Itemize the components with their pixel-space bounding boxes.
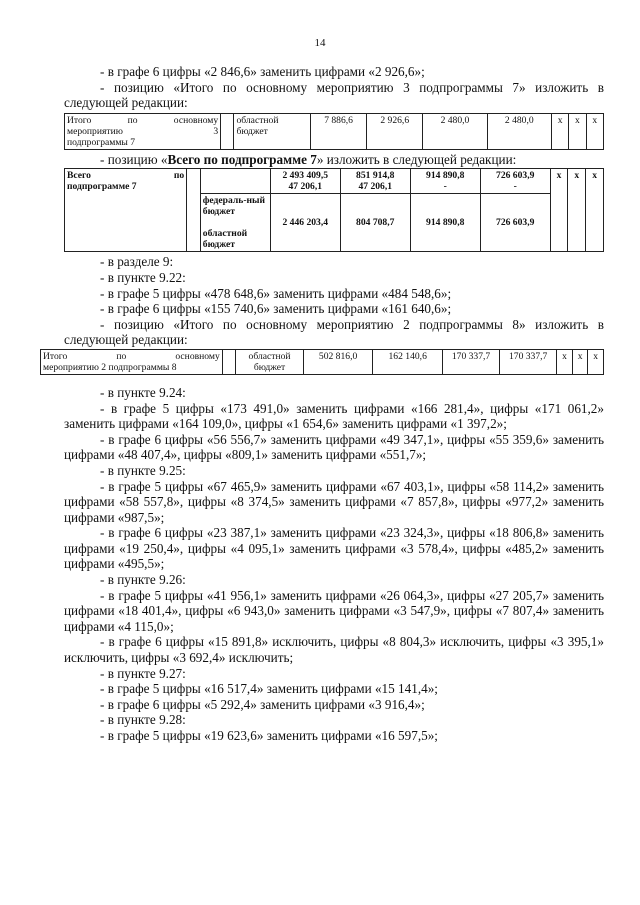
table-row <box>65 113 604 149</box>
table-cell-budget: областной бюджет <box>236 349 304 374</box>
table-row <box>65 169 604 194</box>
paragraph: - в графе 5 цифры «173 491,0» заменить цифрами «166 281,4», цифры «171 061,2» заменить цифрами «164 109,0», цифры «1 654,6» заменить цифрами «1 397,2»; <box>64 400 604 432</box>
table-cell-value: 2 926,6 <box>367 113 423 149</box>
name-line: подпрограммы 7 <box>67 136 136 148</box>
document-body <box>43 64 604 744</box>
table-cell-x: x <box>586 113 603 149</box>
table-cell-value: 914 890,8 <box>410 194 480 252</box>
table-cell-x: x <box>550 169 568 252</box>
paragraph: - в графе 5 цифры «19 623,6» заменить цифрами «16 597,5»; <box>100 728 438 743</box>
table-total-measure-3-subprogram-7 <box>64 113 604 150</box>
table-cell-x: x <box>586 169 604 252</box>
name-line: мероприятию 2 подпрограммы 8 <box>43 361 177 373</box>
paragraph: - в пункте 9.24: <box>100 384 186 400</box>
table-cell-x: x <box>551 113 568 149</box>
table-cell-value <box>480 169 550 194</box>
name-line: мероприятию 3 <box>67 125 219 137</box>
paragraph: - в графе 6 цифры «2 846,6» заменить цифрами «2 926,6»; <box>100 64 425 79</box>
name-line: подпрограмме 7 <box>67 181 137 193</box>
table-cell-budget <box>200 194 270 252</box>
paragraph: - в пункте 9.26: <box>100 572 186 588</box>
table-cell-value: 2 480,0 <box>487 113 551 149</box>
paragraph: - в графе 6 цифры «56 556,7» заменить цифрами «49 347,1», цифры «55 359,6» заменить цифрами «48 407,4», цифры «809,1» заменить цифрами «551,7»; <box>64 431 604 463</box>
table-total-subprogram-7 <box>64 168 604 252</box>
table-cell-x: x <box>572 349 588 374</box>
paragraph: - в пункте 9.28: <box>100 712 186 728</box>
page-number: 14 <box>314 37 326 49</box>
table-cell-value: 162 140,6 <box>373 349 443 374</box>
table-cell-value: 502 816,0 <box>303 349 373 374</box>
table-cell-value: 2 446 203,4 <box>270 194 340 252</box>
table-cell-value: 726 603,9 <box>480 194 550 252</box>
table-cell-name <box>41 349 223 374</box>
table-cell-x: x <box>588 349 604 374</box>
paragraph <box>64 152 604 168</box>
paragraph: - в пункте 9.27: <box>100 665 186 681</box>
value-federal: 47 206,1 <box>358 181 393 193</box>
value-total: 851 914,8 <box>356 170 395 182</box>
paragraph: - в графе 6 цифры «15 891,8» исключить, цифры «8 804,3» исключить, цифры «3 395,1» исключить, цифры «3 692,4» исключить; <box>64 634 604 666</box>
value-total: 2 493 409,5 <box>282 170 329 182</box>
table-cell-x: x <box>568 169 586 252</box>
table-cell-value <box>270 169 340 194</box>
table-cell-name <box>65 113 221 149</box>
paragraph: - в разделе 9: <box>100 254 174 270</box>
text: - позицию « <box>100 151 168 167</box>
value-total: 726 603,9 <box>496 170 535 182</box>
paragraph: - в графе 5 цифры «41 956,1» заменить цифрами «26 064,3», цифры «27 205,7» заменить цифрами «18 401,4», цифры «6 943,0» заменить цифрами «3 547,9», цифры «7 807,4» заменить цифрами «4 115,0»; <box>64 587 604 634</box>
table-cell <box>187 169 201 252</box>
table-cell-value: 7 886,6 <box>311 113 367 149</box>
name-line: Итого по основному <box>43 350 220 362</box>
table-cell-name <box>65 169 187 252</box>
paragraph: - в графе 5 цифры «478 648,6» заменить цифрами «484 548,6»; <box>100 285 452 301</box>
budget-federal: федераль-ный бюджет <box>202 195 266 218</box>
paragraph: - в графе 5 цифры «67 465,9» заменить цифрами «67 403,1», цифры «58 114,2» заменить цифрами «58 557,8», цифры «8 374,5» заменить цифрами «7 857,8», цифры «977,2» заменить цифрами «987,5»; <box>64 478 604 525</box>
table-cell-budget <box>200 169 270 194</box>
value-total: 914 890,8 <box>426 170 465 182</box>
paragraph: - в графе 5 цифры «16 517,4» заменить цифрами «15 141,4»; <box>100 681 438 697</box>
text-bold: Всего по подпрограмме 7 <box>167 151 317 167</box>
table-cell-value: 2 480,0 <box>423 113 487 149</box>
table-cell <box>222 349 236 374</box>
table-cell-x: x <box>557 349 573 374</box>
table-cell-value <box>340 169 410 194</box>
budget-regional: областной бюджет <box>202 228 248 251</box>
table-cell-value: 170 337,7 <box>500 349 557 374</box>
value-federal: - <box>513 181 517 193</box>
name-line: Всего по <box>67 170 185 182</box>
name-line: Итого по основному <box>67 114 219 126</box>
paragraph: - позицию «Итого по основному мероприятию 2 подпрограммы 8» изложить в следующей редакции: <box>64 316 604 348</box>
table-total-measure-2-subprogram-8 <box>40 349 604 375</box>
table-cell-value <box>410 169 480 194</box>
paragraph: - в графе 6 цифры «5 292,4» заменить цифрами «3 916,4»; <box>100 696 425 712</box>
table-cell-budget: областной бюджет <box>234 113 311 149</box>
value-federal: 47 206,1 <box>288 181 323 193</box>
table-cell-value: 804 708,7 <box>340 194 410 252</box>
table-cell-x: x <box>569 113 586 149</box>
paragraph: - позицию «Итого по основному мероприятию 3 подпрограммы 7» изложить в следующей редакции: <box>64 79 604 111</box>
paragraph: - в пункте 9.25: <box>100 462 186 478</box>
paragraph: - в графе 6 цифры «23 387,1» заменить цифрами «23 324,3», цифры «18 806,8» заменить цифрами «19 250,4», цифры «4 095,1» заменить цифрами «3 578,4», цифры «485,2» заменить цифрами «495,5»; <box>64 525 604 572</box>
table-row <box>41 349 604 374</box>
paragraph: - в пункте 9.22: <box>100 269 186 285</box>
value-federal: - <box>443 181 447 193</box>
paragraph: - в графе 6 цифры «155 740,6» заменить цифрами «161 640,6»; <box>100 301 452 317</box>
table-cell <box>221 113 234 149</box>
text: » изложить в следующей редакции: <box>316 151 517 167</box>
table-cell-value: 170 337,7 <box>442 349 499 374</box>
